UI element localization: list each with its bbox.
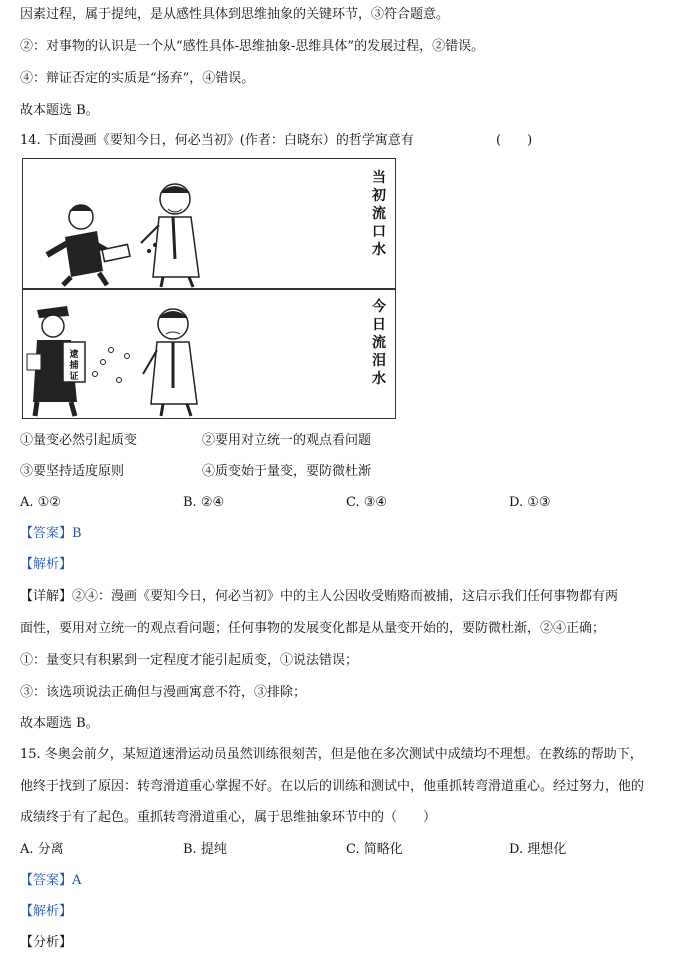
comic-image: [22, 158, 396, 419]
sign-char: 捕: [69, 361, 79, 371]
caption-char: 日: [372, 317, 386, 333]
comic-top-caption: [371, 169, 387, 259]
sign-char: 证: [69, 372, 79, 382]
q14-conclusion: 故本题选 B。: [20, 716, 99, 731]
q15-option-b: B. 提纯: [183, 842, 227, 857]
q15-option-c: C. 简略化: [346, 842, 403, 857]
arrest-warrant-sign: [67, 350, 81, 383]
q14-detail-line-4: ③：该选项说法正确但与漫画寓意不符，③排除；: [20, 685, 307, 700]
caption-char: 水: [372, 371, 386, 387]
statement-2: ②要用对立统一的观点看问题: [202, 433, 372, 448]
caption-char: 水: [372, 242, 386, 258]
q15-option-d: D. 理想化: [509, 842, 567, 857]
sign-char: 逮: [69, 350, 79, 360]
text-line-1: 因素过程，属于提纯，是从感性具体到思维抽象的关键环节，③符合题意。: [20, 7, 450, 22]
statement-1: ①量变必然引起质变: [20, 433, 138, 448]
q15-option-a: A. 分离: [20, 842, 64, 857]
comic-top-drawing: [23, 159, 395, 288]
caption-char: 流: [372, 206, 386, 222]
q14-option-b: B. ②④: [183, 495, 225, 510]
text-line-3: ④：辩证否定的实质是“扬弃”，④错误。: [20, 71, 255, 86]
q15-analysis-label: 【解析】: [20, 904, 73, 919]
q14-option-c: C. ③④: [346, 495, 388, 510]
caption-char: 泪: [372, 353, 386, 369]
q15-answer-label: 【答案】A: [20, 873, 82, 888]
question-15-line-1: 15. 冬奥会前夕，某短道速滑运动员虽然训练很刻苦，但是他在多次测试中成绩均不理想。在教练的帮助下，: [20, 747, 643, 762]
question-15-line-2: 他终于找到了原因：转弯滑道重心掌握不好。在以后的训练和测试中，他重抓转弯滑道重心。经过努力，他的: [20, 779, 645, 794]
q14-detail-line-1: 【详解】②④：漫画《要知今日，何必当初》中的主人公因收受贿赂而被捕，这启示我们任何事物都有两: [20, 589, 619, 604]
statement-4: ④质变始于量变，要防微杜渐: [202, 464, 372, 479]
statement-3: ③要坚持适度原则: [20, 464, 125, 479]
q14-detail-line-3: ①：量变只有积累到一定程度才能引起质变，①说法错误；: [20, 653, 359, 668]
question-15-line-3: 成绩终于有了起色。重抓转弯滑道重心，属于思维抽象环节中的（ ）: [20, 810, 437, 825]
comic-bottom-caption: [371, 298, 387, 388]
comic-panel-top: [23, 159, 395, 288]
q14-answer-label: 【答案】B: [20, 526, 82, 541]
text-line-4: 故本题选 B。: [20, 103, 99, 118]
q14-option-d: D. ①③: [509, 495, 551, 510]
question-14-stem: 14. 下面漫画《要知今日，何必当初》(作者：白晓东）的哲学寓意有: [20, 133, 414, 148]
text-line-2: ②：对事物的认识是一个从“感性具体-思维抽象-思维具体”的发展过程，②错误。: [20, 39, 485, 54]
q15-fenxi-label: 【分析】: [20, 935, 73, 950]
comic-panel-bottom: [23, 290, 395, 418]
caption-char: 初: [372, 188, 386, 204]
caption-char: 流: [372, 335, 386, 351]
caption-char: 当: [372, 170, 386, 186]
question-14-paren: ( ): [496, 133, 533, 148]
q14-analysis-label: 【解析】: [20, 557, 73, 572]
caption-char: 口: [372, 224, 386, 240]
q14-detail-line-2: 面性，要用对立统一的观点看问题；任何事物的发展变化都是从量变开始的，要防微杜渐，②④正确；: [20, 621, 606, 636]
caption-char: 今: [372, 299, 386, 315]
q14-option-a: A. ①②: [20, 495, 61, 510]
